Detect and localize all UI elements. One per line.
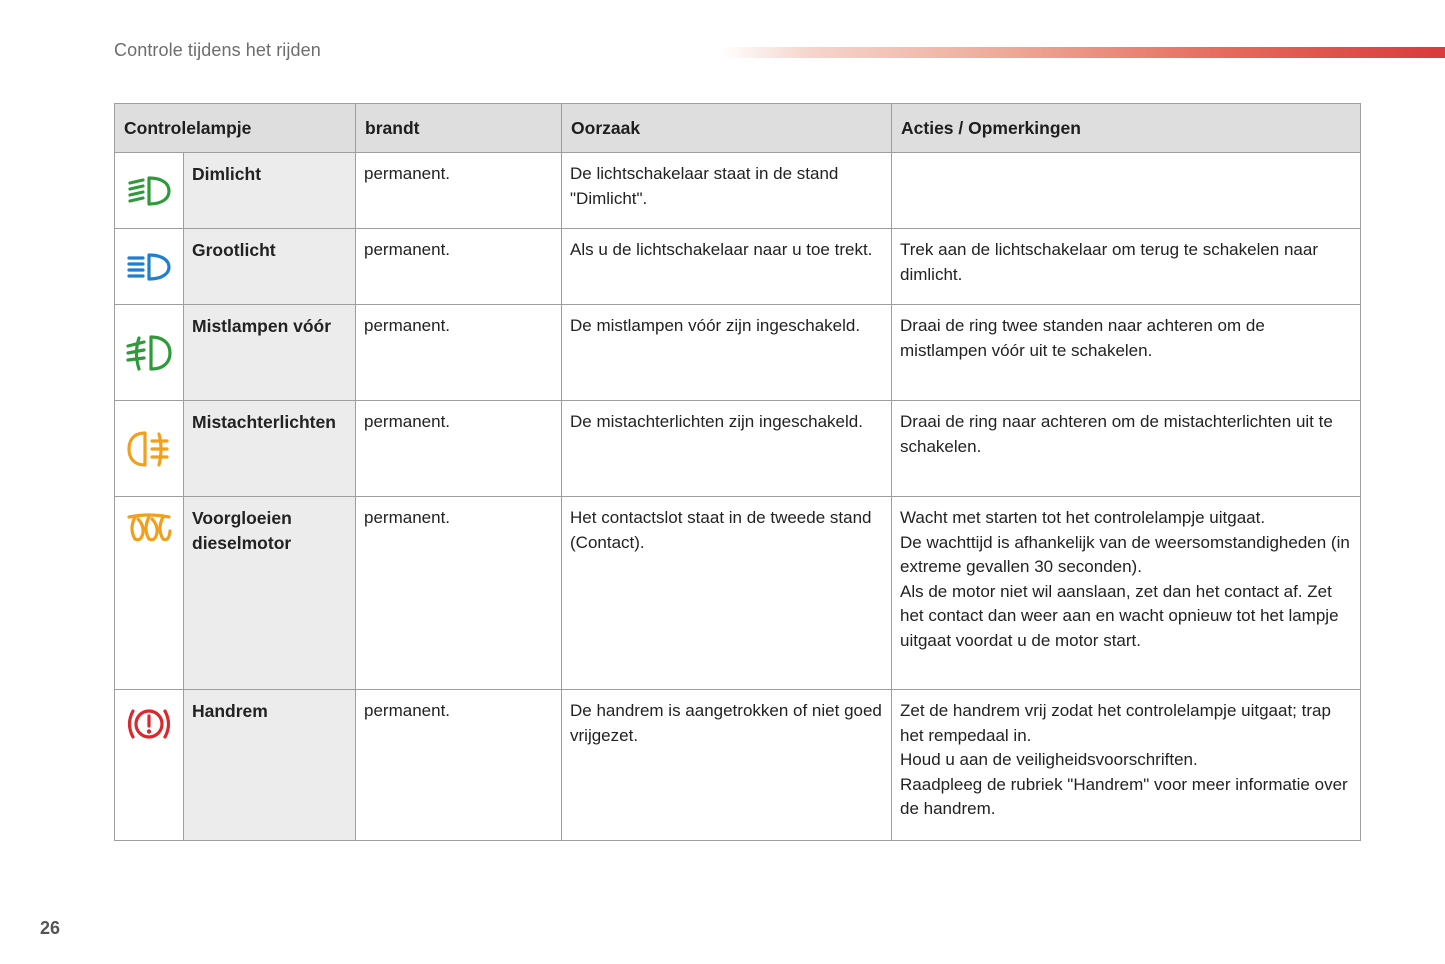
action-line: Houd u aan de veiligheidsvoorschriften.	[900, 750, 1198, 769]
section-title: Controle tijdens het rijden	[114, 40, 321, 60]
lamp-cause: Het contactslot staat in de tweede stand (Contact).	[562, 497, 892, 690]
lamp-cause: De lichtschakelaar staat in de stand "Dimlicht".	[562, 153, 892, 229]
lamp-name: Mistlampen vóór	[184, 305, 356, 401]
low-beam-icon	[125, 173, 173, 209]
lamp-cause: De mistlampen vóór zijn ingeschakeld.	[562, 305, 892, 401]
action-line: Raadpleeg de rubriek "Handrem" voor meer informatie over de handrem.	[900, 774, 1348, 818]
action-line: Zet de handrem vrij zodat het controlelampje uitgaat; trap het rempedaal in.	[900, 701, 1331, 745]
lamp-name	[184, 497, 356, 690]
lamp-state: permanent.	[356, 229, 562, 305]
warning-lights-table	[114, 103, 1361, 841]
lamp-name: Dimlicht	[184, 153, 356, 229]
table-row	[115, 305, 1361, 401]
table-row	[115, 401, 1361, 497]
lamp-state: permanent.	[356, 305, 562, 401]
icon-cell	[115, 305, 184, 401]
lamp-state: permanent.	[356, 497, 562, 690]
front-fog-icon	[124, 333, 174, 373]
lamp-cause: De handrem is aangetrokken of niet goed vrijgezet.	[562, 690, 892, 841]
action-line: De wachttijd is afhankelijk van de weersomstandigheden (in extreme gevallen 30 seconden).	[900, 532, 1350, 576]
icon-cell	[115, 229, 184, 305]
lamp-action	[892, 153, 1361, 229]
rear-fog-icon	[125, 429, 173, 469]
lamp-name: Handrem	[184, 690, 356, 841]
action-line: Wacht met starten tot het controlelampje uitgaat.	[900, 508, 1266, 527]
high-beam-icon	[125, 251, 173, 283]
lamp-action: Draai de ring naar achteren om de mistachterlichten uit te schakelen.	[892, 401, 1361, 497]
table-row	[115, 690, 1361, 841]
lamp-action	[892, 690, 1361, 841]
table-row	[115, 229, 1361, 305]
lamp-name-line: dieselmotor	[192, 532, 292, 553]
column-header-brandt: brandt	[356, 104, 562, 153]
lamp-state: permanent.	[356, 153, 562, 229]
header-accent-bar	[720, 47, 1445, 58]
column-header-oorzaak: Oorzaak	[562, 104, 892, 153]
icon-cell	[115, 497, 184, 690]
table-row	[115, 497, 1361, 690]
lamp-cause: De mistachterlichten zijn ingeschakeld.	[562, 401, 892, 497]
lamp-action	[892, 497, 1361, 690]
column-header-acties: Acties / Opmerkingen	[892, 104, 1361, 153]
glow-plug-icon	[126, 511, 172, 545]
page-number: 26	[40, 918, 61, 938]
table-header-row	[115, 104, 1361, 153]
lamp-action: Trek aan de lichtschakelaar om terug te schakelen naar dimlicht.	[892, 229, 1361, 305]
lamp-name: Mistachterlichten	[184, 401, 356, 497]
parking-brake-icon	[124, 704, 174, 744]
lamp-action: Draai de ring twee standen naar achteren om de mistlampen vóór uit te schakelen.	[892, 305, 1361, 401]
lamp-state: permanent.	[356, 690, 562, 841]
lamp-name-line: Voorgloeien	[192, 508, 292, 528]
column-header-controlelampje: Controlelampje	[115, 104, 356, 153]
action-line: Als de motor niet wil aanslaan, zet dan het contact af. Zet het contact dan weer aan en wacht opnieuw tot het lampje uitgaat voordat u de motor start.	[900, 581, 1339, 650]
lamp-cause: Als u de lichtschakelaar naar u toe trekt.	[562, 229, 892, 305]
icon-cell	[115, 153, 184, 229]
icon-cell	[115, 690, 184, 841]
icon-cell	[115, 401, 184, 497]
lamp-name: Grootlicht	[184, 229, 356, 305]
lamp-state: permanent.	[356, 401, 562, 497]
table-row	[115, 153, 1361, 229]
